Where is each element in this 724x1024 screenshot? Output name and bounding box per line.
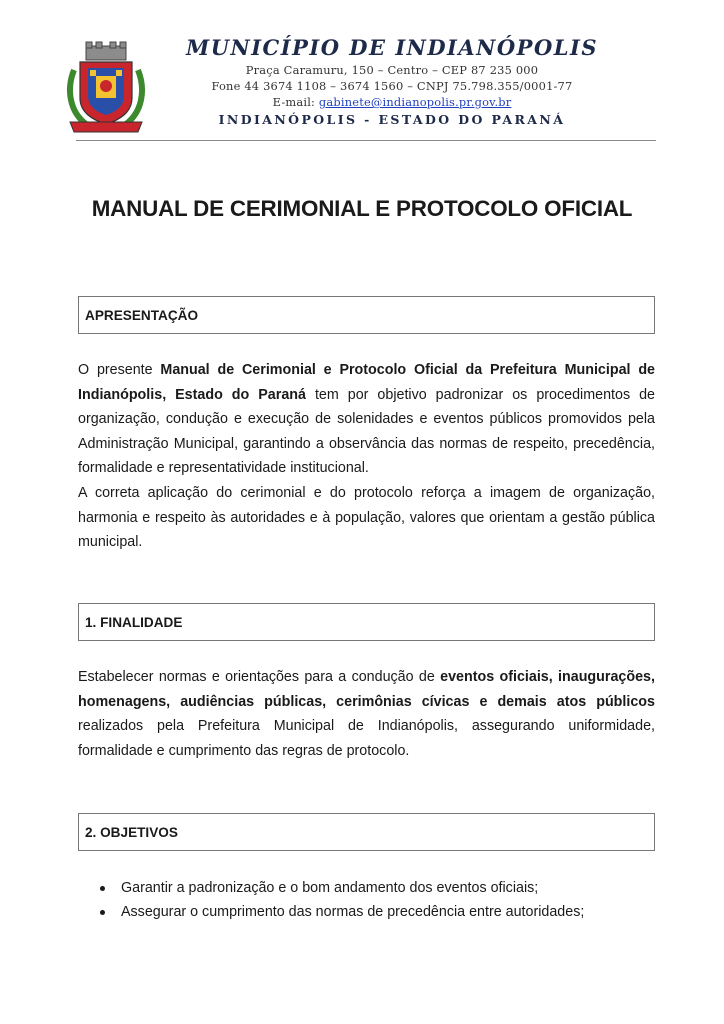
email-line [150,94,634,110]
state-line: INDIANÓPOLIS - ESTADO DO PARANÁ [218,112,566,127]
text-run: O presente [78,362,161,378]
bullet-icon [100,886,105,891]
section-heading-label: APRESENTAÇÃO [85,307,199,323]
email-label: E-mail: [272,95,319,109]
bold-run: Manual de Cerimonial e Protocolo Oficial da Prefeitura Municipal de Indianópolis, Estado do Paraná [78,362,656,403]
apresentacao-paragraph-2: A correta aplicação do cerimonial e do protocolo reforça a imagem de organização, harmonia e respeito às autoridades e à população, valores que orientam a gestão pública municipal. [78,484,655,551]
section-heading-apresentacao [78,296,655,334]
objetivos-list [78,876,655,924]
apresentacao-body [78,358,655,555]
email-link[interactable]: gabinete@indianopolis.pr.gov.br [318,95,512,109]
header-divider [76,140,656,141]
section-heading-label: 1. FINALIDADE [85,614,183,630]
list-item [78,876,655,900]
phone-line: Fone 44 3674 1108 – 3674 1560 – CNPJ 75.798.355/0001-77 [211,79,573,93]
text-run: realizados pela Prefeitura Municipal de Indianópolis, assegurando uniformidade, formalidade e cumprimento das regras de protocolo. [78,718,655,759]
municipal-coat-of-arms [64,40,148,136]
bold-run: eventos oficiais, inaugurações, homenagens, audiências públicas, cerimônias cívicas e demais atos públicos [78,669,655,710]
apresentacao-paragraph-1 [78,358,655,481]
bullet-icon [100,910,105,915]
list-item [78,900,655,924]
section-heading-finalidade [78,603,655,641]
list-item-text: Assegurar o cumprimento das normas de precedência entre autoridades; [121,904,585,920]
section-heading-label: 2. OBJETIVOS [85,824,178,840]
list-item-text: Garantir a padronização e o bom andamento dos eventos oficiais; [121,880,539,896]
letterhead-text [150,34,634,129]
municipality-title: MUNICÍPIO DE INDIANÓPOLIS [185,35,599,60]
finalidade-paragraph [78,665,655,763]
finalidade-body [78,665,655,763]
letterhead [0,0,724,145]
text-run: tem por objetivo padronizar os procedimentos de organização, condução e execução de solenidades e eventos públicos promovidos pela Administração Municipal, garantindo a observância das normas de respeito, precedência, formalidade e representatividade institucional. [78,386,655,477]
text-run: Estabelecer normas e orientações para a condução de [78,669,441,685]
document-title: MANUAL DE CERIMONIAL E PROTOCOLO OFICIAL [91,196,633,221]
address-line: Praça Caramuru, 150 – Centro – CEP 87 235 000 [245,63,539,77]
section-heading-objetivos [78,813,655,851]
